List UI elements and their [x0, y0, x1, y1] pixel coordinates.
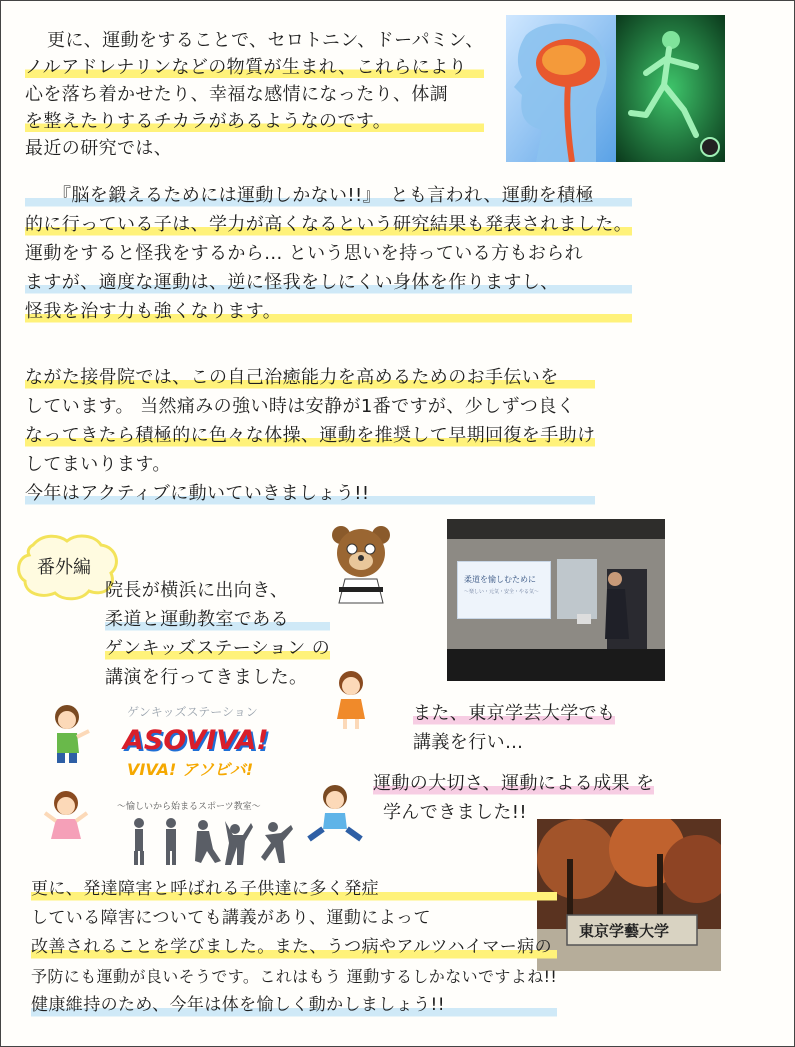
bangai-line: ゲンキッズステーション の	[105, 634, 330, 663]
logo-tagline: 〜愉しいから始まるスポーツ教室〜	[117, 802, 261, 812]
gakugei-campus-illustration	[537, 819, 721, 971]
closing-line: 予防にも運動が良いそうです。これはもう 運動するしかないですよね!!	[31, 967, 558, 986]
gakugei-line: 講義を行い…	[413, 732, 524, 753]
intro-paragraph	[25, 27, 484, 162]
intro-line: 更に、運動をすることで、セロトニン、ドーパミン、	[47, 30, 484, 51]
closing-line: 改善されることを学びました。また、うつ病やアルツハイマー病の	[31, 933, 557, 962]
asoviva-logo	[113, 701, 313, 871]
gakugei-paragraph	[413, 699, 615, 757]
bear-mascot-icon	[327, 523, 395, 607]
closing-line: 健康維持のため、今年は体を愉しく動かしましょう!!	[31, 991, 557, 1020]
bangai-badge-label: 番外編	[37, 557, 91, 578]
gakugei-result-line: 運動の大切さ、運動による成果 を	[373, 769, 654, 798]
clinic-line: しています。 当然痛みの強い時は安静が1番ですが、少しずつ良く	[25, 396, 576, 417]
intro-line: を整えたりするチカラがあるようなのです。	[25, 108, 484, 135]
gakugei-sign-text: 東京学藝大学	[579, 922, 670, 940]
bangai-line: 柔道と運動教室である	[105, 605, 330, 634]
clinic-paragraph	[25, 363, 595, 508]
girl-jumping-icon	[41, 789, 91, 851]
boy-sitting-icon	[305, 783, 365, 849]
gakugei-result-line: 学んできました!!	[383, 802, 528, 823]
research-line: 的に行っている子は、学力が高くなるという研究結果も発表されました。	[25, 210, 632, 239]
gakugei-line: また、東京学芸大学でも	[413, 699, 615, 728]
intro-line: 最近の研究では、	[25, 138, 173, 159]
research-line: 運動をすると怪我をするから... という思いを持っている方もおられ	[25, 243, 584, 264]
clinic-line: なってきたら積極的に色々な体操、運動を推奨して早期回復を手助け	[25, 421, 595, 450]
brain-runner-illustration	[506, 15, 725, 162]
intro-line: ノルアドレナリンなどの物質が生まれ、これらにより	[25, 54, 484, 81]
research-paragraph	[25, 181, 632, 326]
boy-character-icon	[45, 703, 93, 775]
bangai-paragraph	[105, 576, 330, 692]
closing-line: している障害についても講義があり、運動によって	[31, 908, 431, 928]
research-line: ますが、適度な運動は、逆に怪我をしにくい身体を作りますし、	[25, 268, 632, 297]
clinic-line: 今年はアクティブに動いていきましょう!!	[25, 479, 595, 508]
slide-screen	[457, 561, 551, 619]
logo-top-text: ゲンキッズステーション	[127, 705, 258, 719]
sports-silhouettes-icon	[125, 815, 305, 867]
clinic-line: してまいります。	[25, 454, 171, 475]
clinic-line: ながた接骨院では、この自己治癒能力を高めるためのお手伝いを	[25, 363, 595, 392]
girl-character-icon	[333, 669, 369, 731]
slide-title: 柔道を愉しむために	[464, 575, 536, 584]
research-line: 『脳を鍛えるためには運動しかない!!』 とも言われ、運動を積極	[25, 181, 632, 210]
bangai-line: 院長が横浜に出向き、	[105, 580, 289, 601]
logo-sub-text: VIVA! アソビバ!	[127, 760, 254, 779]
lecture-photo	[447, 519, 665, 681]
research-line: 怪我を治す力も強くなります。	[25, 297, 632, 326]
gakugei-university-photo	[537, 819, 721, 971]
intro-line: 心を落ち着かせたり、幸福な感情になったり、体調	[25, 84, 449, 105]
closing-line: 更に、発達障害と呼ばれる子供達に多く発症	[31, 875, 557, 904]
slide-subtitle: 〜楽しい・元気・安全・やる気〜	[464, 589, 540, 595]
closing-paragraph	[31, 875, 557, 1020]
bangai-line: 講演を行ってきました。	[105, 667, 308, 688]
logo-main-text: ASOVIVA!	[123, 725, 269, 756]
brain-runner-photo	[506, 15, 725, 162]
